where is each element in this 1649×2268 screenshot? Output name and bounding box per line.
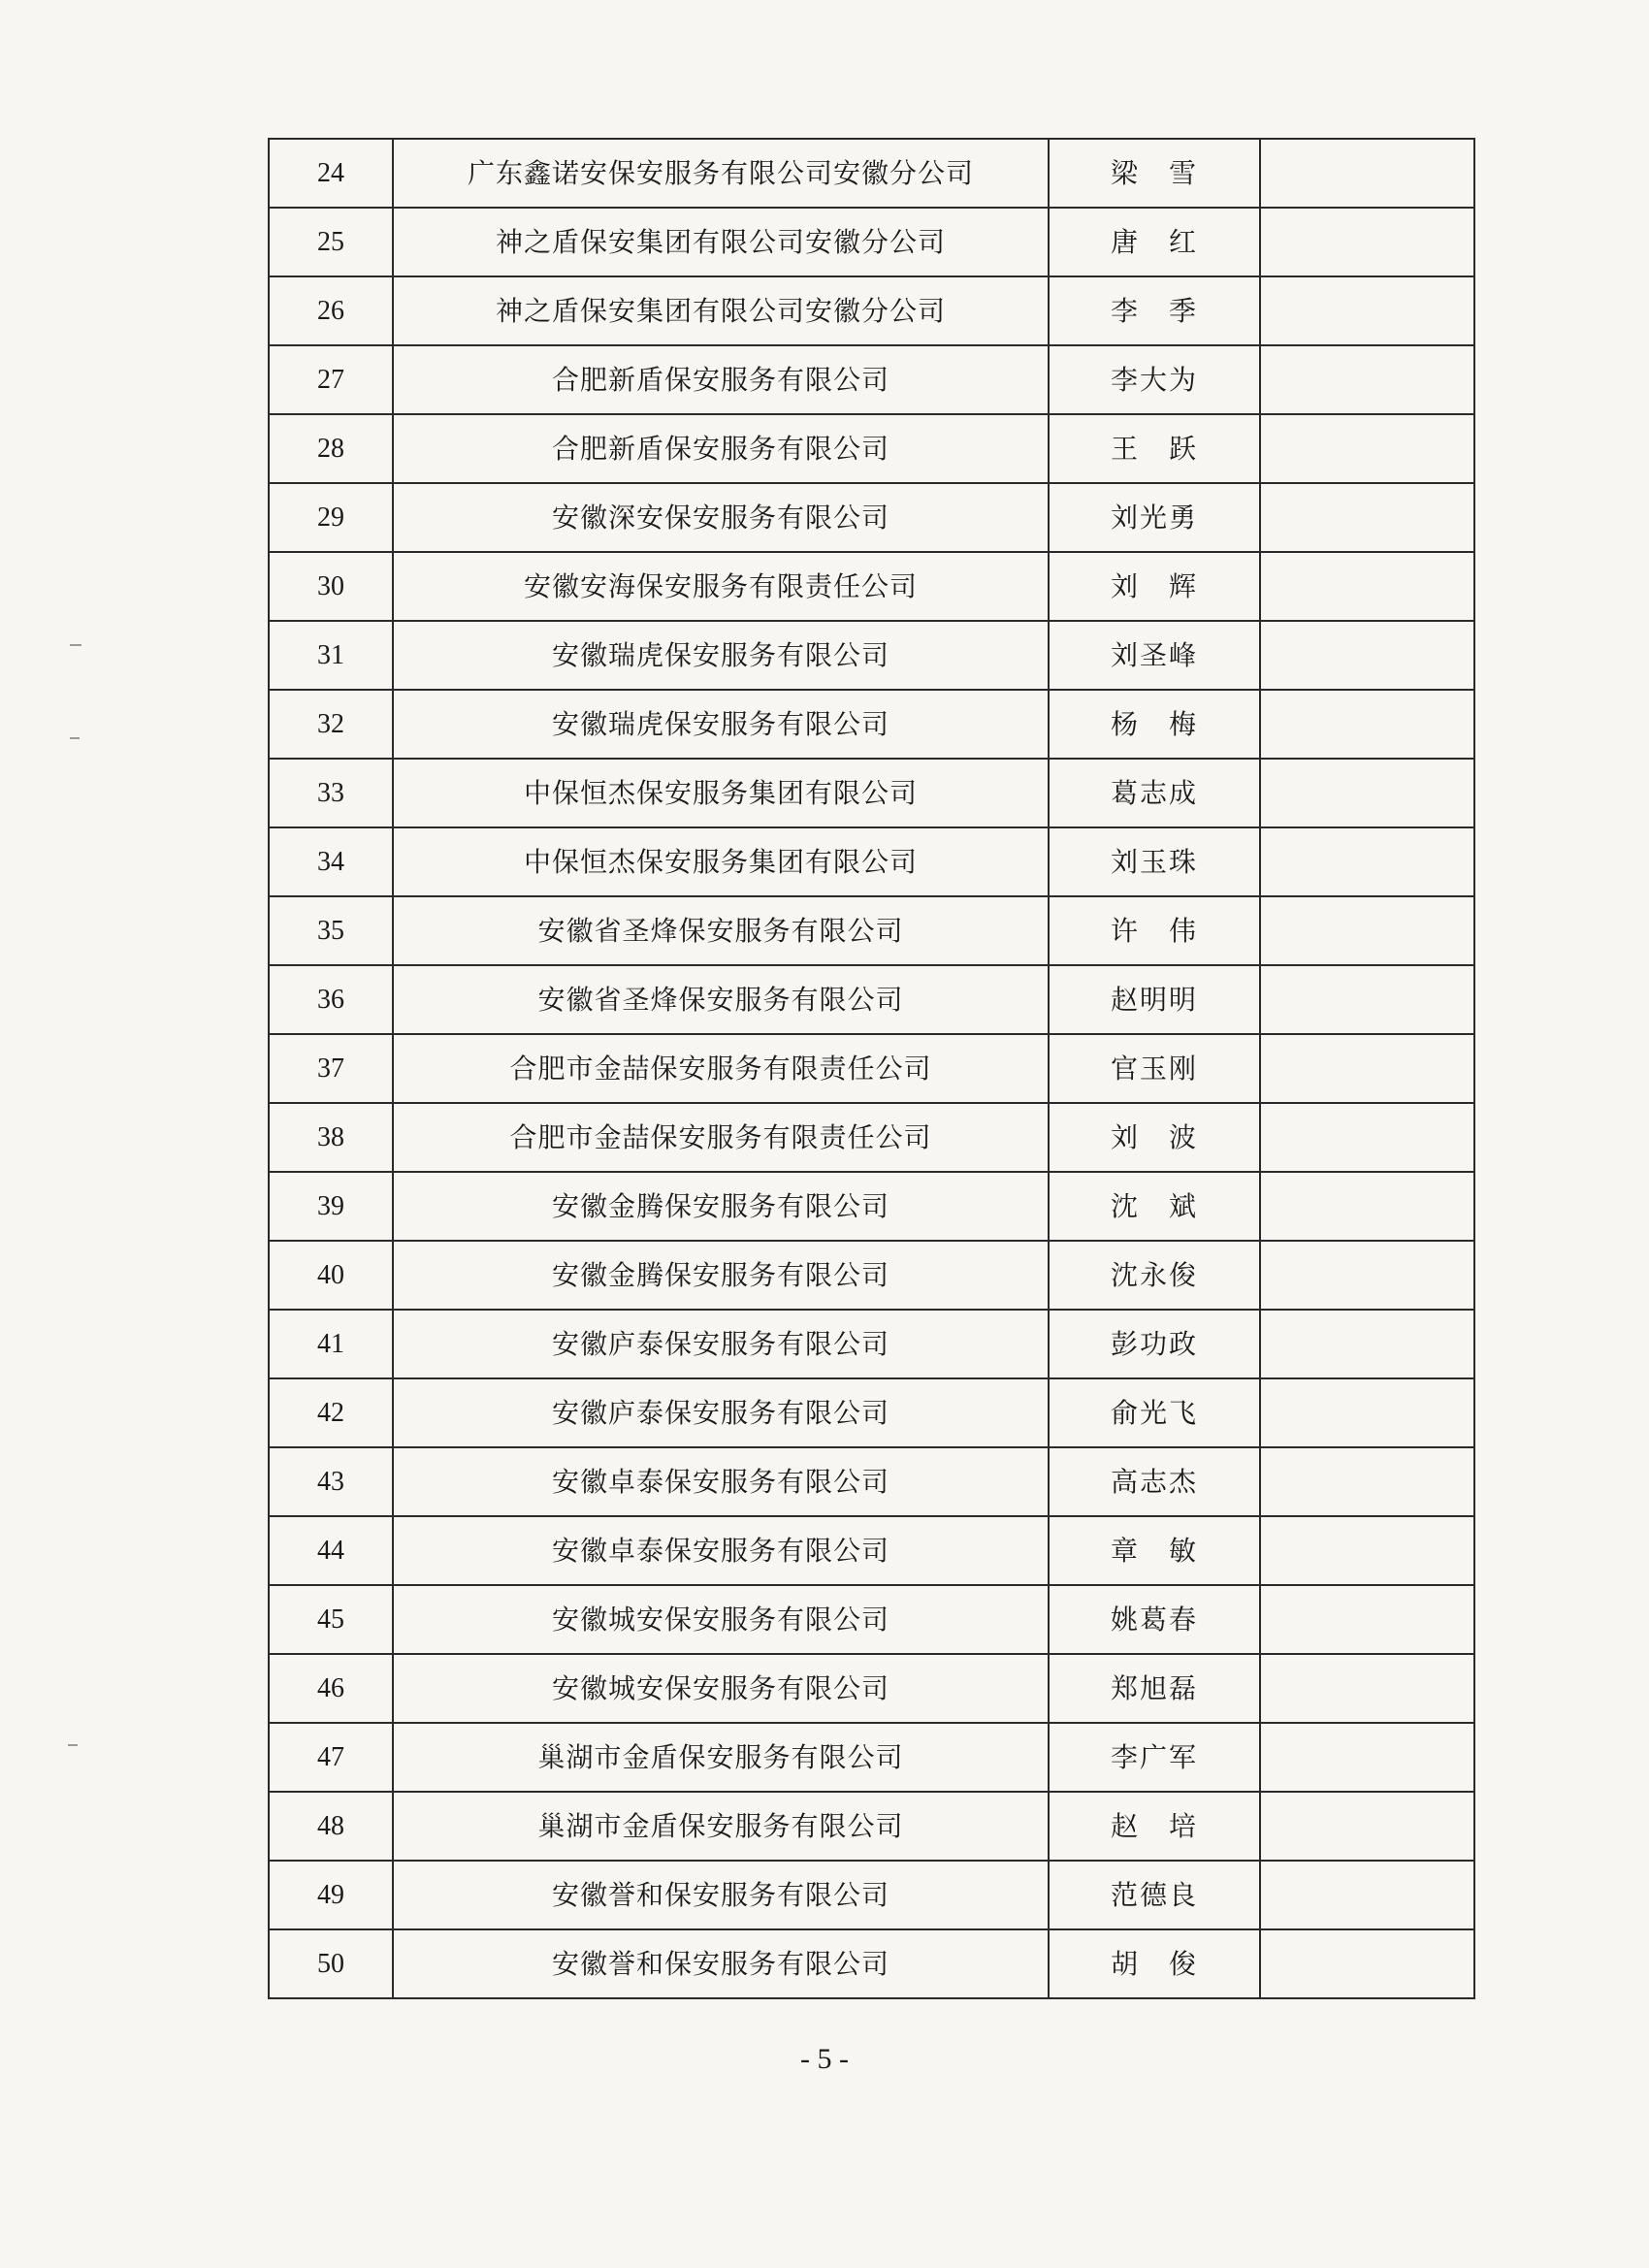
row-number: 31 xyxy=(269,621,393,690)
company-name: 安徽卓泰保安服务有限公司 xyxy=(393,1447,1049,1516)
page-number: - 5 - xyxy=(800,2043,849,2075)
person-name: 章 敏 xyxy=(1049,1516,1260,1585)
row-number: 41 xyxy=(269,1310,393,1378)
remarks-cell xyxy=(1260,1585,1474,1654)
row-number: 45 xyxy=(269,1585,393,1654)
company-name: 合肥市金喆保安服务有限责任公司 xyxy=(393,1034,1049,1103)
table-row xyxy=(269,139,1474,208)
table-row xyxy=(269,1103,1474,1172)
person-name: 彭功政 xyxy=(1049,1310,1260,1378)
row-number: 32 xyxy=(269,690,393,759)
person-name: 范德良 xyxy=(1049,1861,1260,1929)
remarks-cell xyxy=(1260,1723,1474,1792)
row-number: 25 xyxy=(269,208,393,276)
person-name: 赵明明 xyxy=(1049,965,1260,1034)
company-name: 巢湖市金盾保安服务有限公司 xyxy=(393,1792,1049,1861)
company-name: 合肥新盾保安服务有限公司 xyxy=(393,414,1049,483)
person-name: 刘 辉 xyxy=(1049,552,1260,621)
remarks-cell xyxy=(1260,1516,1474,1585)
row-number: 48 xyxy=(269,1792,393,1861)
person-name: 李 季 xyxy=(1049,276,1260,345)
person-name: 许 伟 xyxy=(1049,896,1260,965)
remarks-cell xyxy=(1260,759,1474,827)
company-name: 安徽庐泰保安服务有限公司 xyxy=(393,1310,1049,1378)
scan-speck xyxy=(70,737,80,739)
table-row xyxy=(269,345,1474,414)
table-row xyxy=(269,827,1474,896)
person-name: 唐 红 xyxy=(1049,208,1260,276)
remarks-cell xyxy=(1260,414,1474,483)
company-name: 合肥市金喆保安服务有限责任公司 xyxy=(393,1103,1049,1172)
row-number: 47 xyxy=(269,1723,393,1792)
person-name: 刘光勇 xyxy=(1049,483,1260,552)
remarks-cell xyxy=(1260,690,1474,759)
company-name: 安徽深安保安服务有限公司 xyxy=(393,483,1049,552)
table-row xyxy=(269,1241,1474,1310)
table-row xyxy=(269,690,1474,759)
company-name: 安徽省圣烽保安服务有限公司 xyxy=(393,965,1049,1034)
scan-speck xyxy=(68,1744,78,1746)
row-number: 36 xyxy=(269,965,393,1034)
row-number: 37 xyxy=(269,1034,393,1103)
person-name: 赵 培 xyxy=(1049,1792,1260,1861)
remarks-cell xyxy=(1260,483,1474,552)
remarks-cell xyxy=(1260,1378,1474,1447)
row-number: 46 xyxy=(269,1654,393,1723)
company-name: 安徽卓泰保安服务有限公司 xyxy=(393,1516,1049,1585)
person-name: 梁 雪 xyxy=(1049,139,1260,208)
person-name: 沈永俊 xyxy=(1049,1241,1260,1310)
company-name: 巢湖市金盾保安服务有限公司 xyxy=(393,1723,1049,1792)
remarks-cell xyxy=(1260,139,1474,208)
remarks-cell xyxy=(1260,1241,1474,1310)
row-number: 42 xyxy=(269,1378,393,1447)
table-row xyxy=(269,1861,1474,1929)
table-row xyxy=(269,1447,1474,1516)
person-name: 胡 俊 xyxy=(1049,1929,1260,1998)
company-name: 神之盾保安集团有限公司安徽分公司 xyxy=(393,276,1049,345)
table-row xyxy=(269,1378,1474,1447)
row-number: 27 xyxy=(269,345,393,414)
company-name: 合肥新盾保安服务有限公司 xyxy=(393,345,1049,414)
row-number: 40 xyxy=(269,1241,393,1310)
remarks-cell xyxy=(1260,827,1474,896)
person-name: 沈 斌 xyxy=(1049,1172,1260,1241)
row-number: 24 xyxy=(269,139,393,208)
company-name: 安徽誉和保安服务有限公司 xyxy=(393,1861,1049,1929)
remarks-cell xyxy=(1260,965,1474,1034)
company-name: 安徽庐泰保安服务有限公司 xyxy=(393,1378,1049,1447)
table-row xyxy=(269,1792,1474,1861)
remarks-cell xyxy=(1260,621,1474,690)
table-row xyxy=(269,276,1474,345)
row-number: 28 xyxy=(269,414,393,483)
table-row xyxy=(269,1516,1474,1585)
company-name: 安徽瑞虎保安服务有限公司 xyxy=(393,621,1049,690)
remarks-cell xyxy=(1260,1654,1474,1723)
row-number: 34 xyxy=(269,827,393,896)
person-name: 李大为 xyxy=(1049,345,1260,414)
table-row xyxy=(269,1310,1474,1378)
company-name: 安徽誉和保安服务有限公司 xyxy=(393,1929,1049,1998)
remarks-cell xyxy=(1260,276,1474,345)
remarks-cell xyxy=(1260,552,1474,621)
table-row xyxy=(269,896,1474,965)
company-name: 安徽金腾保安服务有限公司 xyxy=(393,1172,1049,1241)
person-name: 李广军 xyxy=(1049,1723,1260,1792)
table-row xyxy=(269,1929,1474,1998)
row-number: 39 xyxy=(269,1172,393,1241)
person-name: 刘 波 xyxy=(1049,1103,1260,1172)
company-name: 安徽安海保安服务有限责任公司 xyxy=(393,552,1049,621)
row-number: 50 xyxy=(269,1929,393,1998)
remarks-cell xyxy=(1260,1034,1474,1103)
table-row xyxy=(269,483,1474,552)
table-row xyxy=(269,414,1474,483)
row-number: 29 xyxy=(269,483,393,552)
person-name: 王 跃 xyxy=(1049,414,1260,483)
company-name: 安徽城安保安服务有限公司 xyxy=(393,1654,1049,1723)
person-name: 官玉刚 xyxy=(1049,1034,1260,1103)
company-name: 中保恒杰保安服务集团有限公司 xyxy=(393,827,1049,896)
company-name: 中保恒杰保安服务集团有限公司 xyxy=(393,759,1049,827)
table-row xyxy=(269,759,1474,827)
table-row xyxy=(269,208,1474,276)
person-name: 高志杰 xyxy=(1049,1447,1260,1516)
person-name: 刘圣峰 xyxy=(1049,621,1260,690)
table-row xyxy=(269,1034,1474,1103)
roster-table xyxy=(268,138,1475,1999)
company-name: 神之盾保安集团有限公司安徽分公司 xyxy=(393,208,1049,276)
table-row xyxy=(269,965,1474,1034)
person-name: 葛志成 xyxy=(1049,759,1260,827)
company-name: 广东鑫诺安保安服务有限公司安徽分公司 xyxy=(393,139,1049,208)
row-number: 35 xyxy=(269,896,393,965)
row-number: 43 xyxy=(269,1447,393,1516)
remarks-cell xyxy=(1260,345,1474,414)
scan-speck xyxy=(70,644,81,646)
row-number: 44 xyxy=(269,1516,393,1585)
remarks-cell xyxy=(1260,1172,1474,1241)
table-row xyxy=(269,621,1474,690)
remarks-cell xyxy=(1260,208,1474,276)
remarks-cell xyxy=(1260,1103,1474,1172)
table-row xyxy=(269,1172,1474,1241)
person-name: 杨 梅 xyxy=(1049,690,1260,759)
table-row xyxy=(269,552,1474,621)
remarks-cell xyxy=(1260,1861,1474,1929)
row-number: 26 xyxy=(269,276,393,345)
row-number: 38 xyxy=(269,1103,393,1172)
table-row xyxy=(269,1654,1474,1723)
table-row xyxy=(269,1723,1474,1792)
company-name: 安徽城安保安服务有限公司 xyxy=(393,1585,1049,1654)
person-name: 姚葛春 xyxy=(1049,1585,1260,1654)
person-name: 俞光飞 xyxy=(1049,1378,1260,1447)
remarks-cell xyxy=(1260,1929,1474,1998)
remarks-cell xyxy=(1260,1447,1474,1516)
row-number: 33 xyxy=(269,759,393,827)
row-number: 49 xyxy=(269,1861,393,1929)
company-name: 安徽瑞虎保安服务有限公司 xyxy=(393,690,1049,759)
person-name: 刘玉珠 xyxy=(1049,827,1260,896)
company-name: 安徽金腾保安服务有限公司 xyxy=(393,1241,1049,1310)
remarks-cell xyxy=(1260,1792,1474,1861)
person-name: 郑旭磊 xyxy=(1049,1654,1260,1723)
remarks-cell xyxy=(1260,1310,1474,1378)
roster-table-body xyxy=(269,139,1474,1998)
table-row xyxy=(269,1585,1474,1654)
remarks-cell xyxy=(1260,896,1474,965)
row-number: 30 xyxy=(269,552,393,621)
company-name: 安徽省圣烽保安服务有限公司 xyxy=(393,896,1049,965)
